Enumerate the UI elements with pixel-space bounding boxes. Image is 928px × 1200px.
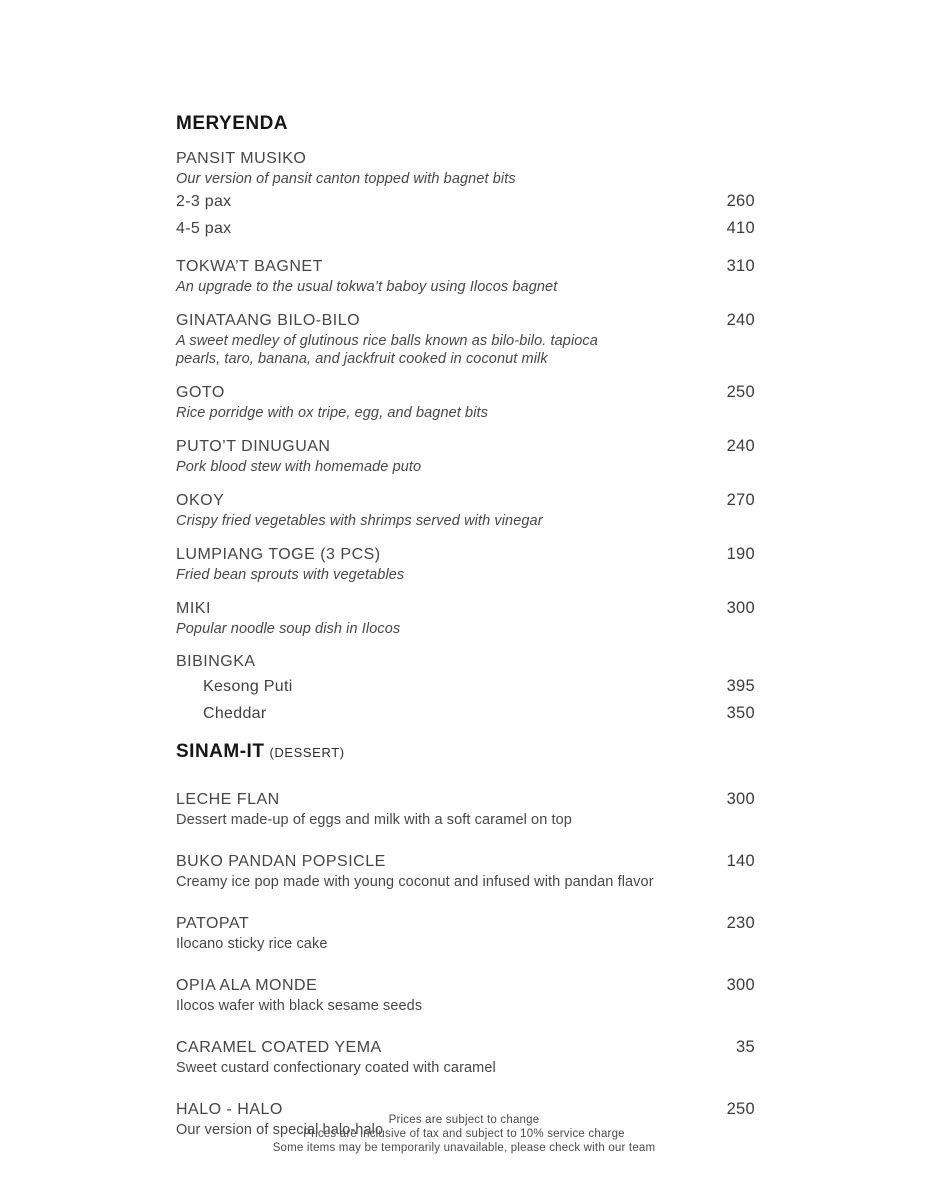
menu-item-okoy	[176, 489, 755, 530]
menu-item-pansit-musiko	[176, 148, 755, 242]
menu-footer	[0, 1113, 928, 1155]
menu-item-caramel-coated-yema	[176, 1036, 755, 1077]
item-name: GINATAANG BILO-BILO	[176, 312, 361, 329]
item-price: 250	[726, 1100, 755, 1118]
menu-item-miki	[176, 597, 755, 638]
footer-line: Prices are subject to change	[388, 1114, 540, 1126]
section-subtitle: (DESSERT)	[269, 745, 345, 760]
footer-line: Prices are inclusive of tax and subject to 10% service charge	[303, 1128, 625, 1140]
item-price: 300	[726, 976, 755, 994]
item-description: Popular noodle soup dish in Ilocos	[176, 621, 401, 637]
item-name-row	[176, 255, 755, 278]
item-price: 250	[726, 383, 755, 401]
menu-content	[176, 112, 755, 1160]
item-name: GOTO	[176, 384, 225, 401]
item-price: 310	[726, 257, 755, 275]
item-price: 190	[726, 545, 755, 563]
menu-item-buko-pandan-popsicle	[176, 850, 755, 891]
item-name: CARAMEL COATED YEMA	[176, 1039, 382, 1056]
variant-price: 350	[726, 704, 755, 722]
section-title-text: SINAM-IT	[176, 741, 265, 762]
item-description: Crispy fried vegetables with shrimps served with vinegar	[176, 513, 543, 529]
item-name: PUTO’T DINUGUAN	[176, 438, 331, 455]
menu-item-goto	[176, 381, 755, 422]
item-description: Our version of special halo-halo	[176, 1122, 384, 1138]
item-name: TOKWA’T BAGNET	[176, 258, 323, 275]
item-name: BIBINGKA	[176, 653, 256, 670]
menu-item-leche-flan	[176, 788, 755, 829]
item-name-row	[176, 309, 755, 332]
menu-item-patopat	[176, 912, 755, 953]
item-variant-row	[176, 215, 755, 242]
item-description: Ilocano sticky rice cake	[176, 936, 328, 952]
item-name: PATOPAT	[176, 915, 250, 932]
section-title-sinam-it	[176, 740, 755, 764]
menu-item-opia-ala-monde	[176, 974, 755, 1015]
variant-label: Kesong Puti	[203, 678, 293, 695]
item-description: A sweet medley of glutinous rice balls known as bilo-bilo. tapioca pearls, taro, banana, and jackfruit cooked in coconut milk	[176, 333, 598, 367]
item-name-row	[176, 651, 755, 673]
item-name-row	[176, 788, 755, 811]
item-description: Sweet custard confectionary coated with caramel	[176, 1060, 496, 1076]
item-name-row	[176, 489, 755, 512]
item-name-row	[176, 974, 755, 997]
item-name-row	[176, 381, 755, 404]
item-name-row	[176, 1036, 755, 1059]
section-title-meryenda: MERYENDA	[176, 113, 289, 134]
item-description: Ilocos wafer with black sesame seeds	[176, 998, 423, 1014]
variant-label: 4-5 pax	[176, 220, 232, 237]
section-meryenda	[176, 112, 755, 727]
item-name: LUMPIANG TOGE (3 PCS)	[176, 546, 381, 563]
variant-label: Cheddar	[203, 705, 267, 722]
item-description: Pork blood stew with homemade puto	[176, 459, 422, 475]
item-description: An upgrade to the usual tokwa’t baboy using Ilocos bagnet	[176, 279, 558, 295]
item-description: Creamy ice pop made with young coconut and infused with pandan flavor	[176, 874, 654, 890]
item-description: Rice porridge with ox tripe, egg, and bagnet bits	[176, 405, 488, 421]
item-description: Our version of pansit canton topped with bagnet bits	[176, 171, 516, 187]
menu-item-ginataang-bilo-bilo	[176, 309, 755, 368]
menu-item-lumpiang-toge	[176, 543, 755, 584]
item-name-row	[176, 912, 755, 935]
footer-line: Some items may be temporarily unavailable, please check with our team	[272, 1142, 656, 1154]
item-name-row	[176, 597, 755, 620]
item-name-row	[176, 543, 755, 566]
item-variant-row	[176, 188, 755, 215]
item-name: OKOY	[176, 492, 225, 509]
variant-price: 260	[726, 192, 755, 210]
item-name: LECHE FLAN	[176, 791, 280, 808]
item-price: 35	[736, 1038, 755, 1056]
item-name: OPIA ALA MONDE	[176, 977, 318, 994]
variant-price: 395	[726, 677, 755, 695]
item-variant-row	[176, 673, 755, 700]
item-name: BUKO PANDAN POPSICLE	[176, 853, 386, 870]
item-price: 240	[726, 311, 755, 329]
menu-item-tokwat-bagnet	[176, 255, 755, 296]
variant-label: 2-3 pax	[176, 193, 232, 210]
item-name-row	[176, 148, 755, 170]
menu-item-putot-dinuguan	[176, 435, 755, 476]
item-name-row	[176, 435, 755, 458]
section-sinam-it	[176, 740, 755, 1139]
item-price: 300	[726, 599, 755, 617]
item-name: MIKI	[176, 600, 211, 617]
item-price: 230	[726, 914, 755, 932]
item-price: 300	[726, 790, 755, 808]
item-name-row	[176, 850, 755, 873]
item-price: 240	[726, 437, 755, 455]
variant-price: 410	[726, 219, 755, 237]
item-description: Dessert made-up of eggs and milk with a soft caramel on top	[176, 812, 572, 828]
item-price: 270	[726, 491, 755, 509]
menu-item-bibingka	[176, 651, 755, 727]
item-price: 140	[726, 852, 755, 870]
item-description: Fried bean sprouts with vegetables	[176, 567, 405, 583]
item-variant-row	[176, 700, 755, 727]
item-name: PANSIT MUSIKO	[176, 150, 307, 167]
item-name: HALO - HALO	[176, 1101, 283, 1118]
